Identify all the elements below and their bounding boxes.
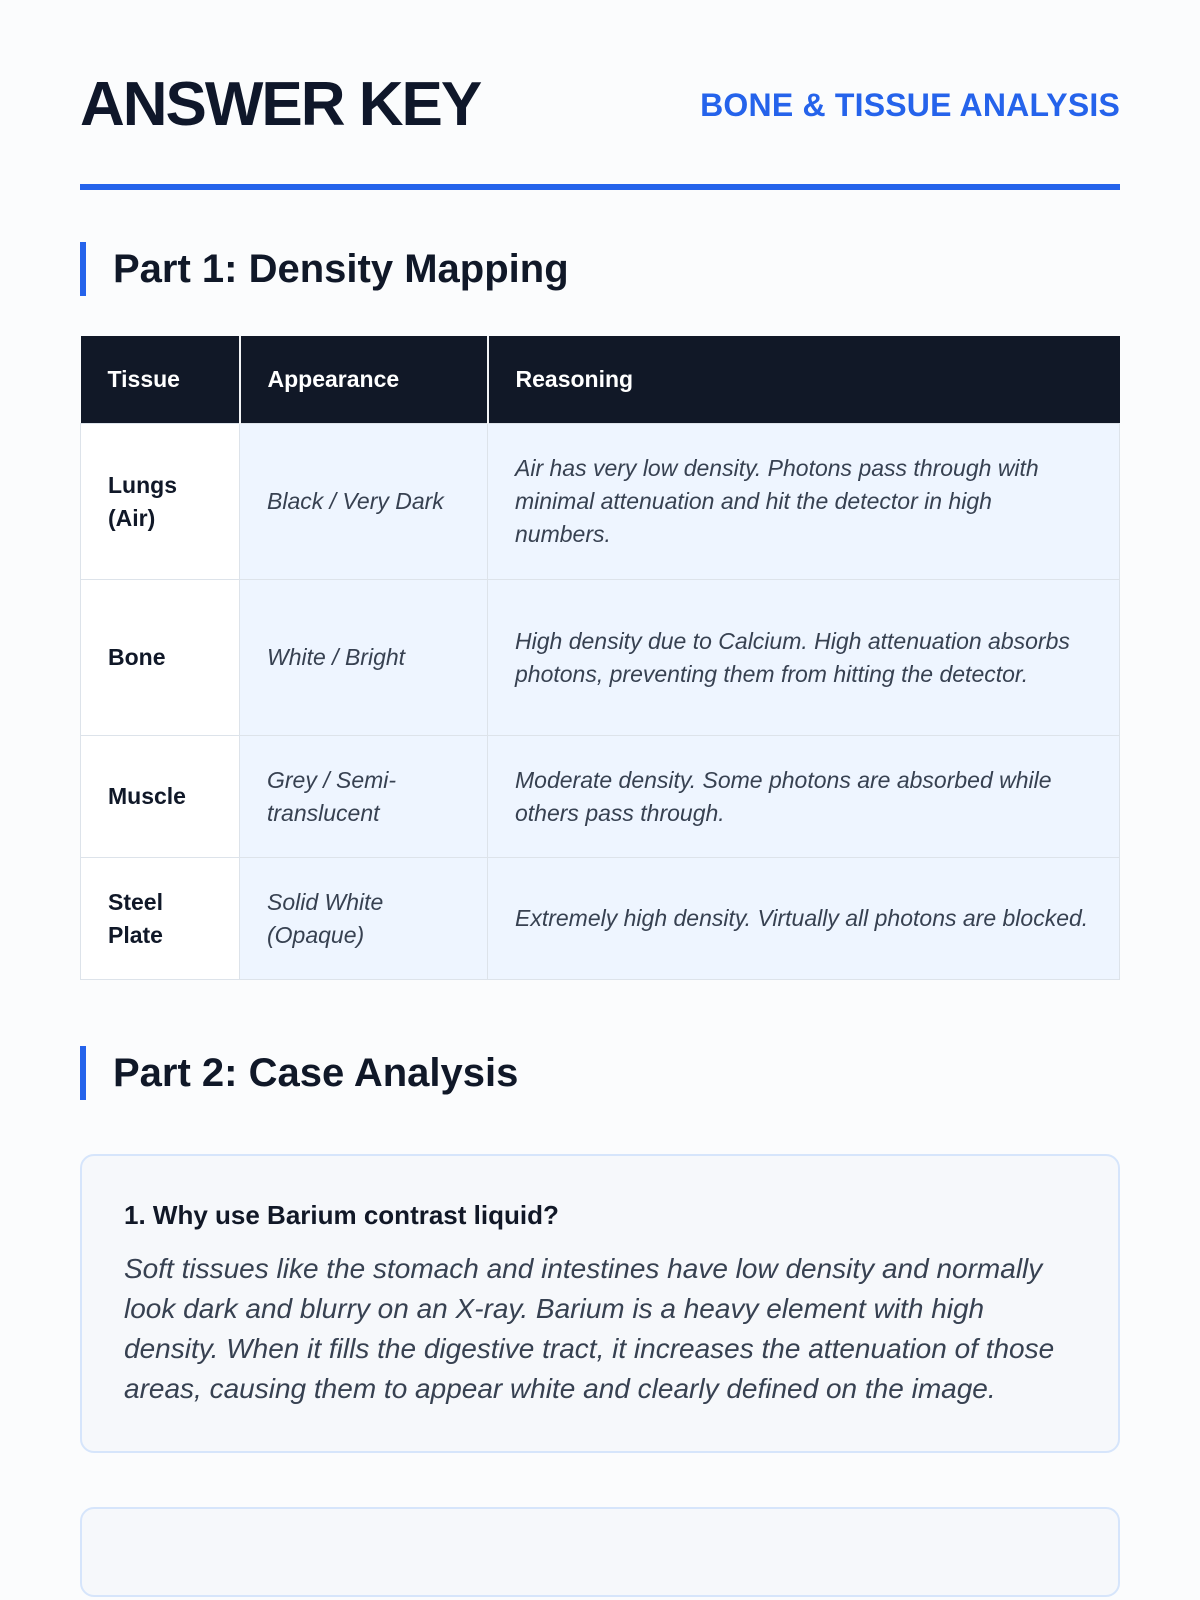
reasoning-cell: High density due to Calcium. High attenuation absorbs photons, preventing them from hitting the detector. — [488, 580, 1120, 736]
reasoning-cell: Air has very low density. Photons pass through with minimal attenuation and hit the detector in high numbers. — [488, 424, 1120, 580]
case-card — [80, 1154, 1120, 1453]
tissue-cell: Steel Plate — [81, 858, 240, 980]
appearance-cell: Solid White (Opaque) — [240, 858, 488, 980]
table-row — [81, 424, 1120, 580]
table-row — [81, 580, 1120, 736]
case-card-next — [80, 1507, 1120, 1597]
appearance-cell: Black / Very Dark — [240, 424, 488, 580]
column-header-tissue: Tissue — [81, 336, 240, 424]
tissue-cell: Lungs (Air) — [81, 424, 240, 580]
case-answer: Soft tissues like the stomach and intestines have low density and normally look dark and blurry on an X-ray. Barium is a heavy element with high density. When it fills the digestive tract, it increases the attenuation of those areas, causing them to appear white and clearly defined on the image. — [124, 1253, 1055, 1404]
section-heading-part1 — [80, 242, 1120, 296]
appearance-cell: Grey / Semi-translucent — [240, 736, 488, 858]
column-header-reasoning: Reasoning — [488, 336, 1120, 424]
page-title: ANSWER KEY — [80, 70, 481, 139]
section-accent-bar — [80, 1046, 86, 1100]
case-question: 1. Why use Barium contrast liquid? — [124, 1200, 559, 1230]
section-accent-bar — [80, 242, 86, 296]
table-row — [81, 858, 1120, 980]
tissue-cell: Muscle — [81, 736, 240, 858]
section-title: Part 2: Case Analysis — [113, 1050, 519, 1095]
table-row — [81, 736, 1120, 858]
tissue-cell: Bone — [81, 580, 240, 736]
section-title: Part 1: Density Mapping — [113, 246, 569, 291]
header — [80, 0, 1120, 190]
column-header-appearance: Appearance — [240, 336, 488, 424]
page-subtitle: BONE & TISSUE ANALYSIS — [700, 86, 1120, 123]
reasoning-cell: Moderate density. Some photons are absorbed while others pass through. — [488, 736, 1120, 858]
reasoning-cell: Extremely high density. Virtually all photons are blocked. — [488, 858, 1120, 980]
section-heading-part2 — [80, 1046, 1120, 1100]
appearance-cell: White / Bright — [240, 580, 488, 736]
density-table — [80, 336, 1120, 980]
table-header-row — [81, 336, 1120, 424]
